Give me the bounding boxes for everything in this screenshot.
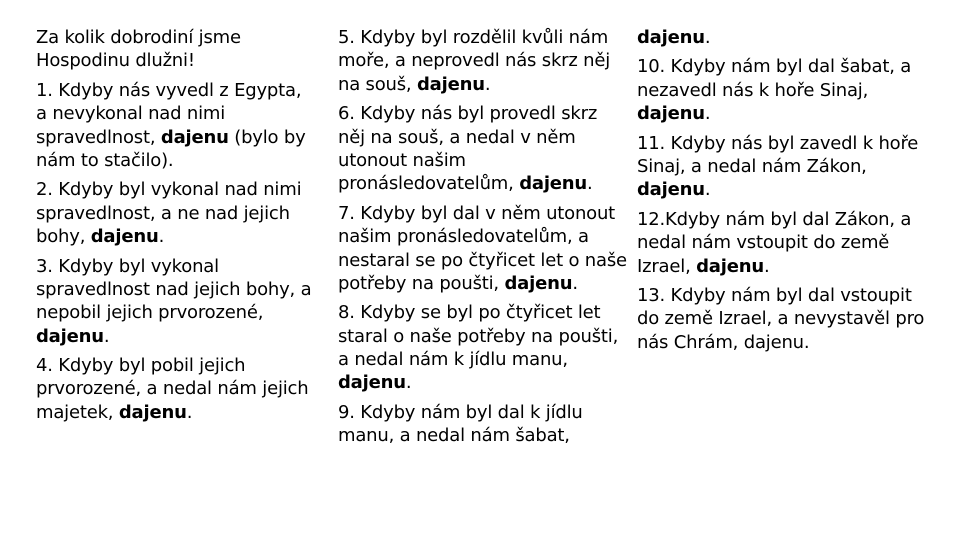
text-line <box>338 149 638 172</box>
text-line <box>36 79 336 102</box>
text-segment: 9. Kdyby nám byl dal k jídlu <box>338 401 583 423</box>
paragraph <box>637 55 955 125</box>
text-line <box>338 26 638 49</box>
text-segment: 4. Kdyby byl pobil jejich <box>36 355 246 377</box>
text-line <box>36 126 336 149</box>
text-line <box>338 225 638 248</box>
text-line <box>338 202 638 225</box>
text-segment: do země Izrael, a nevystavěl pro <box>637 308 925 330</box>
text-line <box>338 401 638 424</box>
text-segment: 2. Kdyby byl vykonal nad nimi <box>36 179 302 201</box>
text-line <box>36 149 336 172</box>
text-segment: . <box>704 103 711 125</box>
paragraph <box>637 208 955 278</box>
paragraph <box>36 26 336 73</box>
text-line <box>637 331 955 354</box>
paragraph <box>338 301 638 395</box>
text-line <box>338 249 638 272</box>
text-segment: . <box>484 73 491 95</box>
text-segment: 5. Kdyby byl rozdělil kvůli nám <box>338 27 609 48</box>
text-line <box>637 102 955 125</box>
text-segment: 7. Kdyby byl dal v něm utonout <box>338 202 616 224</box>
text-line <box>338 272 638 295</box>
text-line <box>338 172 638 195</box>
text-line <box>338 73 638 96</box>
text-segment: Sinaj, a nedal nám Zákon, <box>637 155 867 177</box>
bold-text-segment: dajenu <box>637 103 705 125</box>
text-line <box>338 126 638 149</box>
text-segment: 1. Kdyby nás vyvedl z Egypta, <box>36 79 302 101</box>
text-segment: Izrael, <box>637 255 697 277</box>
text-line <box>36 102 336 125</box>
text-segment: . <box>587 173 593 195</box>
text-segment: spravedlnost, <box>36 126 161 148</box>
text-segment: . <box>405 372 412 394</box>
bold-text-segment: dajenu <box>160 126 229 148</box>
text-line <box>637 26 955 49</box>
text-line <box>36 202 336 225</box>
bold-text-segment: dajenu <box>519 173 588 195</box>
text-column-1 <box>36 26 336 430</box>
text-line <box>338 49 638 72</box>
bold-text-segment: dajenu <box>696 255 764 277</box>
text-line <box>36 255 336 278</box>
text-segment: na souš, <box>338 73 417 95</box>
text-segment: 13. Kdyby nám byl dal vstoupit <box>637 284 912 306</box>
text-segment: utonout našim <box>338 149 466 171</box>
text-segment: . <box>103 325 110 347</box>
text-line <box>338 424 638 447</box>
text-segment: majetek, <box>36 401 119 423</box>
paragraph <box>338 202 638 296</box>
text-segment: 11. Kdyby nás byl zavedl k hoře <box>637 132 919 154</box>
text-line <box>36 49 336 72</box>
text-line <box>338 325 638 348</box>
text-segment: . <box>186 401 193 423</box>
bold-text-segment: dajenu <box>338 372 406 394</box>
paragraph <box>637 284 955 354</box>
text-segment: 3. Kdyby byl vykonal <box>36 255 219 277</box>
text-segment: 8. Kdyby se byl po čtyřicet let <box>338 302 601 324</box>
text-segment: . <box>704 179 711 201</box>
text-line <box>338 301 638 324</box>
text-segment: . <box>763 255 770 277</box>
paragraph <box>637 26 955 49</box>
text-segment: nedal nám vstoupit do země <box>637 232 890 254</box>
text-segment: nám to stačilo). <box>36 149 174 171</box>
text-segment: a nevykonal nad nimi <box>36 103 226 125</box>
text-segment: Hospodinu dlužni! <box>36 50 195 72</box>
paragraph <box>338 26 638 96</box>
text-segment: nezavedl nás k hoře Sinaj, <box>637 79 869 101</box>
paragraph <box>637 132 955 202</box>
paragraph <box>36 255 336 349</box>
bold-text-segment: dajenu <box>416 73 485 95</box>
text-line <box>637 178 955 201</box>
text-line <box>637 307 955 330</box>
text-line <box>637 155 955 178</box>
text-segment: spravedlnost, a ne nad jejich <box>36 202 290 224</box>
paragraph <box>36 178 336 248</box>
text-column-2 <box>338 26 638 454</box>
text-line <box>36 401 336 424</box>
paragraph <box>338 102 638 196</box>
text-segment: bohy, <box>36 226 91 248</box>
paragraph <box>36 79 336 173</box>
text-segment: 6. Kdyby nás byl provedl skrz <box>338 103 598 125</box>
text-segment: (bylo by <box>228 126 306 148</box>
text-segment: a nedal nám k jídlu manu, <box>338 349 568 371</box>
text-segment: Za kolik dobrodiní jsme <box>36 27 241 48</box>
text-line <box>36 26 336 49</box>
text-segment: staral o naše potřeby na poušti, <box>338 325 619 347</box>
text-line <box>338 348 638 371</box>
text-line <box>637 132 955 155</box>
text-line <box>36 301 336 324</box>
text-segment: 10. Kdyby nám byl dal šabat, a <box>637 56 912 78</box>
text-line <box>637 208 955 231</box>
text-segment: nestaral se po čtyřicet let o naše <box>338 249 627 271</box>
text-line <box>36 354 336 377</box>
text-segment: spravedlnost nad jejich bohy, a <box>36 278 312 300</box>
text-line <box>36 377 336 400</box>
text-line <box>36 178 336 201</box>
text-segment: moře, a neprovedl nás skrz něj <box>338 50 611 72</box>
bold-text-segment: dajenu <box>637 27 705 48</box>
text-segment: . <box>704 27 711 48</box>
text-segment: pronásledovatelům, <box>338 173 520 195</box>
text-segment: potřeby na poušti, <box>338 272 505 294</box>
text-line <box>36 325 336 348</box>
text-line <box>338 371 638 394</box>
bold-text-segment: dajenu <box>36 325 104 347</box>
text-segment: . <box>158 226 165 248</box>
text-line <box>637 231 955 254</box>
text-line <box>637 55 955 78</box>
text-line <box>36 278 336 301</box>
text-segment: nepobil jejich prvorozené, <box>36 302 264 324</box>
bold-text-segment: dajenu <box>637 179 705 201</box>
text-segment: prvorozené, a nedal nám jejich <box>36 378 309 400</box>
bold-text-segment: dajenu <box>90 226 159 248</box>
paragraph <box>338 401 638 448</box>
text-line <box>637 79 955 102</box>
text-segment: našim pronásledovatelům, a <box>338 226 589 248</box>
text-segment: něj na souš, a nedal v něm <box>338 126 576 148</box>
text-line <box>637 255 955 278</box>
bold-text-segment: dajenu <box>504 272 573 294</box>
text-segment: . <box>572 272 578 294</box>
text-line <box>36 225 336 248</box>
paragraph <box>36 354 336 424</box>
text-column-3 <box>637 26 955 360</box>
text-line <box>338 102 638 125</box>
text-segment: 12.Kdyby nám byl dal Zákon, a <box>637 208 912 230</box>
text-segment: manu, a nedal nám šabat, <box>338 425 570 447</box>
text-segment: nás Chrám, dajenu. <box>637 331 810 353</box>
text-line <box>637 284 955 307</box>
bold-text-segment: dajenu <box>118 401 187 423</box>
